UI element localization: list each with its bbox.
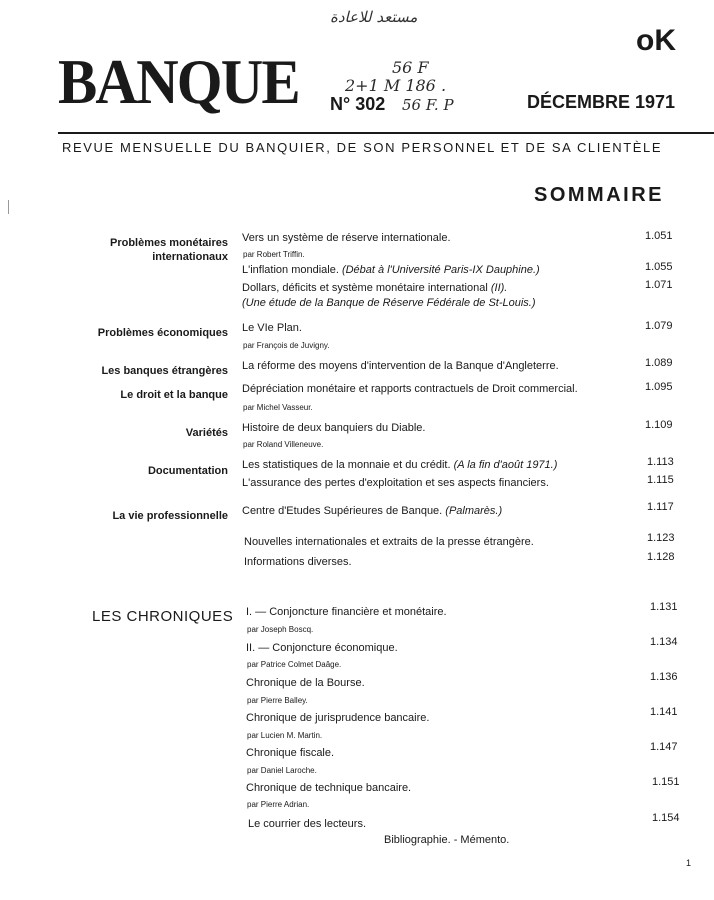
chronique-page: 1.151 bbox=[652, 776, 680, 788]
entry-title: Nouvelles internationales et extraits de la presse étrangère. bbox=[244, 536, 534, 548]
category-label: Problèmes monétaires internationaux bbox=[110, 237, 228, 264]
page-number: 1 bbox=[686, 858, 692, 868]
category-label: La vie professionnelle bbox=[112, 510, 228, 522]
entry-title-text: L'inflation mondiale. bbox=[242, 264, 339, 276]
entry-page: 1.117 bbox=[647, 501, 674, 513]
category-label: Problèmes économiques bbox=[97, 327, 228, 339]
entry-title bbox=[242, 459, 557, 471]
entry-author: par François de Juvigny. bbox=[243, 341, 330, 350]
chronique-title: Chronique de la Bourse. bbox=[246, 677, 365, 689]
category-label: Documentation bbox=[147, 465, 228, 477]
masthead-rule bbox=[58, 132, 714, 134]
chronique-page: 1.141 bbox=[650, 706, 678, 718]
margin-mark bbox=[8, 200, 9, 214]
handwritten-note-code: 2+1 M 186 . bbox=[345, 76, 447, 95]
chronique-author: par Lucien M. Martin. bbox=[247, 731, 323, 740]
entry-title: Vers un système de réserve internationale. bbox=[242, 232, 451, 244]
entry-page: 1.089 bbox=[645, 357, 673, 369]
entry-title-text: Centre d'Etudes Supérieures de Banque. bbox=[242, 505, 443, 517]
entry-title bbox=[242, 505, 502, 517]
chroniques-footer: Bibliographie. - Mémento. bbox=[384, 834, 510, 846]
entry-note: (A la fin d'août 1971.) bbox=[453, 459, 558, 471]
entry-title bbox=[242, 282, 507, 294]
entry-author: par Michel Vasseur. bbox=[243, 403, 313, 412]
entry-note: (Débat à l'Université Paris-IX Dauphine.) bbox=[341, 264, 540, 276]
entry-title-text: Dollars, déficits et système monétaire international bbox=[242, 282, 488, 294]
entry-title: Le VIe Plan. bbox=[242, 322, 302, 334]
entry-page: 1.115 bbox=[647, 474, 674, 486]
ok-mark: oK bbox=[636, 24, 676, 57]
entry-title bbox=[242, 264, 540, 276]
chroniques-heading: LES CHRONIQUES bbox=[92, 608, 234, 625]
entry-page: 1.051 bbox=[645, 230, 673, 242]
sommaire-heading: SOMMAIRE bbox=[534, 184, 664, 206]
entry-title: La réforme des moyens d'intervention de la Banque d'Angleterre. bbox=[242, 360, 559, 372]
category-label: Variétés bbox=[185, 427, 228, 439]
entry-title-text: Les statistiques de la monnaie et du crédit. bbox=[242, 459, 451, 471]
entry-page: 1.079 bbox=[645, 320, 673, 332]
entry-author: par Roland Villeneuve. bbox=[243, 440, 324, 449]
chronique-author: par Daniel Laroche. bbox=[247, 766, 317, 775]
masthead-subtitle: REVUE MENSUELLE DU BANQUIER, DE SON PERSONNEL ET DE SA CLIENTÈLE bbox=[62, 140, 663, 155]
entry-page: 1.113 bbox=[647, 456, 674, 468]
entry-note: (Palmarès.) bbox=[445, 505, 503, 517]
entry-title-em: (II). bbox=[490, 282, 508, 294]
entry-page: 1.095 bbox=[645, 381, 673, 393]
chronique-page: 1.131 bbox=[650, 601, 678, 613]
chronique-title: Chronique de jurisprudence bancaire. bbox=[246, 712, 430, 724]
chronique-title: Le courrier des lecteurs. bbox=[248, 818, 366, 830]
handwritten-note-price: 56 F bbox=[392, 58, 429, 77]
entry-page: 1.055 bbox=[645, 261, 673, 273]
chronique-title: Chronique de technique bancaire. bbox=[246, 782, 412, 794]
category-label: Le droit et la banque bbox=[120, 389, 228, 401]
category-label: Les banques étrangères bbox=[101, 365, 228, 377]
chronique-title: II. — Conjoncture économique. bbox=[246, 642, 398, 654]
entry-title: Dépréciation monétaire et rapports contractuels de Droit commercial. bbox=[242, 383, 578, 395]
issue-date: DÉCEMBRE 1971 bbox=[527, 92, 676, 112]
handwritten-note-ref: 56 F. P bbox=[402, 96, 454, 114]
chronique-page: 1.136 bbox=[650, 671, 678, 683]
entry-title: Histoire de deux banquiers du Diable. bbox=[242, 422, 426, 434]
chronique-title: I. — Conjoncture financière et monétaire. bbox=[246, 606, 447, 618]
entry-page: 1.071 bbox=[645, 279, 673, 291]
issue-number: N° 302 bbox=[330, 94, 386, 114]
chronique-author: par Pierre Adrian. bbox=[247, 800, 310, 809]
entry-author: par Robert Triffin. bbox=[243, 250, 305, 259]
entry-page: 1.109 bbox=[645, 419, 673, 431]
arabic-stamp: مستعد للاعادة bbox=[330, 8, 418, 26]
entry-title: Informations diverses. bbox=[244, 556, 352, 568]
chronique-page: 1.134 bbox=[650, 636, 678, 648]
chronique-author: par Patrice Colmet Daâge. bbox=[247, 660, 342, 669]
entry-note: (Une étude de la Banque de Réserve Fédérale de St-Louis.) bbox=[242, 297, 536, 309]
entry-page: 1.128 bbox=[647, 551, 675, 563]
entry-title: L'assurance des pertes d'exploitation et ses aspects financiers. bbox=[242, 477, 549, 489]
chronique-author: par Joseph Boscq. bbox=[247, 625, 314, 634]
chronique-page: 1.154 bbox=[652, 812, 680, 824]
magazine-logo: BANQUE bbox=[58, 46, 299, 117]
entry-page: 1.123 bbox=[647, 532, 675, 544]
chronique-page: 1.147 bbox=[650, 741, 678, 753]
chronique-author: par Pierre Balley. bbox=[247, 696, 308, 705]
chronique-title: Chronique fiscale. bbox=[246, 747, 335, 759]
